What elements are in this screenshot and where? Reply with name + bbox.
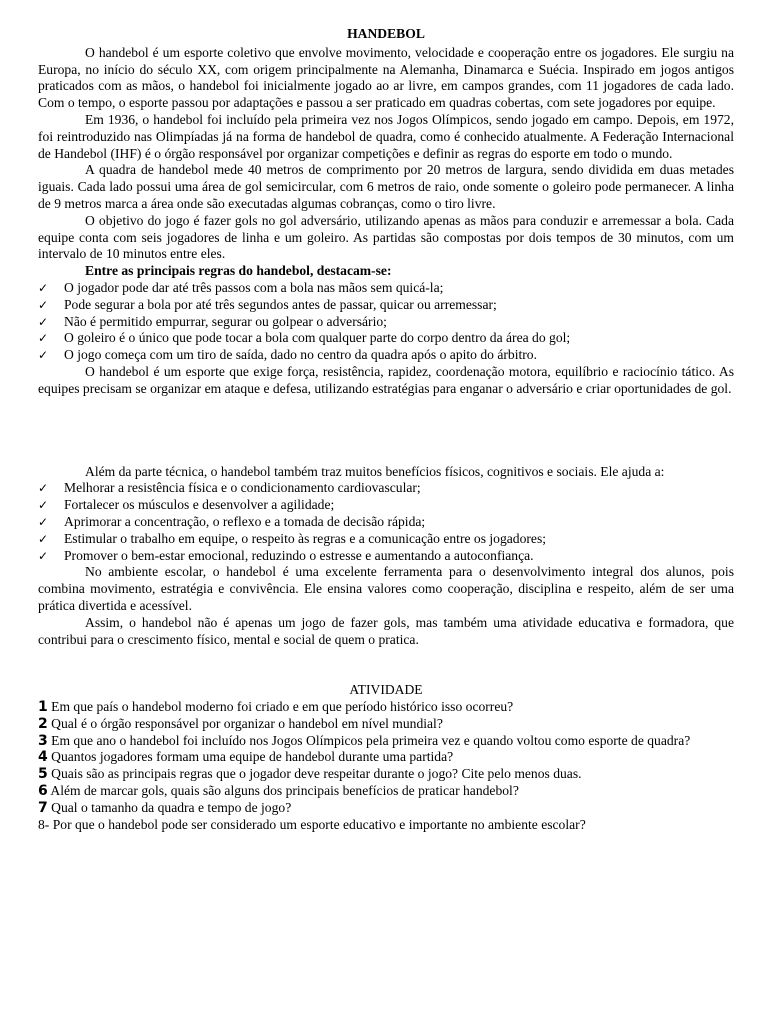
benefit-text: Promover o bem-estar emocional, reduzindo o estresse e aumentando a autoconfiança. [64, 547, 534, 563]
question-number: 4 [38, 749, 48, 766]
rule-text: O jogador pode dar até três passos com a bola nas mãos sem quicá-la; [64, 279, 444, 295]
question-5 [38, 766, 734, 783]
checkmark-icon: ✓ [38, 514, 49, 529]
question-number: 5 [38, 766, 48, 783]
benefits-list [38, 480, 734, 564]
question-text: Em que país o handebol moderno foi criado e em que período histórico isso ocorreu? [47, 699, 514, 715]
page-title: HANDEBOL [347, 26, 425, 41]
checkmark-icon: ✓ [38, 297, 49, 312]
list-item [38, 514, 734, 531]
list-item [38, 548, 734, 565]
question-number: 3 [38, 732, 48, 749]
benefit-text: Melhorar a resistência física e o condicionamento cardiovascular; [64, 480, 421, 496]
list-item [38, 497, 734, 514]
checkmark-icon: ✓ [38, 481, 49, 496]
spacer [38, 648, 734, 682]
question-number: 8- [38, 816, 50, 832]
question-text: Por que o handebol pode ser considerado um esporte educativo e importante no ambiente escolar? [49, 816, 586, 832]
benefit-text: Fortalecer os músculos e desenvolver a agilidade; [64, 497, 335, 513]
question-text: Além de marcar gols, quais são alguns dos principais benefícios de praticar handebol? [47, 783, 519, 799]
question-number: 1 [38, 699, 48, 716]
document-page [38, 26, 734, 833]
question-number: 2 [38, 715, 48, 732]
intro-paragraph-3: A quadra de handebol mede 40 metros de comprimento por 20 metros de largura, sendo dividida em duas metades iguais. Cada lado possui uma área de gol semicircular, com 6 metros de raio, onde somente o goleiro pode permanecer. A linha de 9 metros marca a área onde são executadas algumas cobranças, como o tiro livre. [38, 162, 734, 211]
rules-heading: Entre as principais regras do handebol, destacam-se: [85, 263, 392, 279]
question-1 [38, 699, 734, 716]
benefit-text: Aprimorar a concentração, o reflexo e a tomada de decisão rápida; [64, 513, 426, 529]
activity-title: ATIVIDADE [349, 682, 423, 698]
list-item [38, 531, 734, 548]
question-number: 7 [38, 799, 48, 816]
after-rules-paragraph: O handebol é um esporte que exige força, resistência, rapidez, coordenação motora, equilíbrio e raciocínio tático. As equipes precisam se organizar em ataque e defesa, utilizando estratégias para enganar o adversário e criar oportunidades de gol. [38, 363, 734, 396]
list-item [38, 330, 734, 347]
checkmark-icon: ✓ [38, 498, 49, 513]
closing-paragraph-2: Assim, o handebol não é apenas um jogo de fazer gols, mas também uma atividade educativa e formadora, que contribui para o crescimento físico, mental e social de quem o pratica. [38, 614, 734, 647]
list-item [38, 347, 734, 364]
checkmark-icon: ✓ [38, 280, 49, 295]
benefit-text: Estimular o trabalho em equipe, o respeito às regras e a comunicação entre os jogadores; [64, 530, 547, 546]
checkmark-icon: ✓ [38, 348, 49, 363]
question-3 [38, 733, 734, 750]
rule-text: Não é permitido empurrar, segurar ou golpear o adversário; [64, 313, 387, 329]
benefits-intro: Além da parte técnica, o handebol também traz muitos benefícios físicos, cognitivos e sociais. Ele ajuda a: [85, 463, 665, 479]
question-text: Quantos jogadores formam uma equipe de handebol durante uma partida? [47, 749, 454, 765]
checkmark-icon: ✓ [38, 548, 49, 563]
spacer [38, 398, 734, 464]
list-item [38, 480, 734, 497]
question-text: Em que ano o handebol foi incluído nos Jogos Olímpicos pela primeira vez e quando voltou como esporte de quadra? [47, 732, 691, 748]
question-8 [38, 817, 734, 834]
question-2 [38, 716, 734, 733]
list-item [38, 280, 734, 297]
rule-text: O jogo começa com um tiro de saída, dado no centro da quadra após o apito do árbitro. [64, 347, 537, 363]
checkmark-icon: ✓ [38, 331, 49, 346]
question-text: Quais são as principais regras que o jogador deve respeitar durante o jogo? Cite pelo menos duas. [47, 766, 582, 782]
intro-paragraph-1: O handebol é um esporte coletivo que envolve movimento, velocidade e cooperação entre os jogadores. Ele surgiu na Europa, no início do século XX, com origem principalmente na Alemanha, Dinamarca e Suécia. Inspirado em jogos antigos praticados com as mãos, o handebol foi inicialmente jogado ao ar livre, em campos grandes, com 11 jogadores de cada lado. Com o tempo, o esporte passou por adaptações e passou a ser praticado em quadras cobertas, com sete jogadores por equipe. [38, 44, 734, 111]
rules-list [38, 280, 734, 364]
question-7 [38, 800, 734, 817]
intro-paragraph-2: Em 1936, o handebol foi incluído pela primeira vez nos Jogos Olímpicos, sendo jogado em campo. Depois, em 1972, foi reintroduzido nas Olimpíadas já na forma de handebol de quadra, como é conhecido atualmente. A Federação Internacional de Handebol (IHF) é o órgão responsável por organizar competições e definir as regras do esporte em todo o mundo. [38, 111, 734, 161]
rule-text: Pode segurar a bola por até três segundos antes de passar, quicar ou arremessar; [64, 296, 497, 312]
intro-paragraph-4: O objetivo do jogo é fazer gols no gol adversário, utilizando apenas as mãos para conduzir e arremessar a bola. Cada equipe conta com seis jogadores de linha e um goleiro. As partidas são compostas por dois tempos de 30 minutos, com um intervalo de 10 minutos entre eles. [38, 212, 734, 262]
question-6 [38, 783, 734, 800]
list-item [38, 297, 734, 314]
question-text: Qual o tamanho da quadra e tempo de jogo? [47, 799, 292, 815]
question-number: 6 [38, 783, 48, 800]
checkmark-icon: ✓ [38, 314, 49, 329]
closing-paragraph-1: No ambiente escolar, o handebol é uma excelente ferramenta para o desenvolvimento integral dos alunos, pois combina movimento, estratégia e convivência. Ele ensina valores como cooperação, disciplina e respeito, além de ser uma prática divertida e acessível. [38, 564, 734, 613]
question-4 [38, 749, 734, 766]
question-text: Qual é o órgão responsável por organizar o handebol em nível mundial? [47, 715, 443, 731]
rule-text: O goleiro é o único que pode tocar a bola com qualquer parte do corpo dentro da área do gol; [64, 330, 571, 346]
checkmark-icon: ✓ [38, 531, 49, 546]
list-item [38, 314, 734, 331]
